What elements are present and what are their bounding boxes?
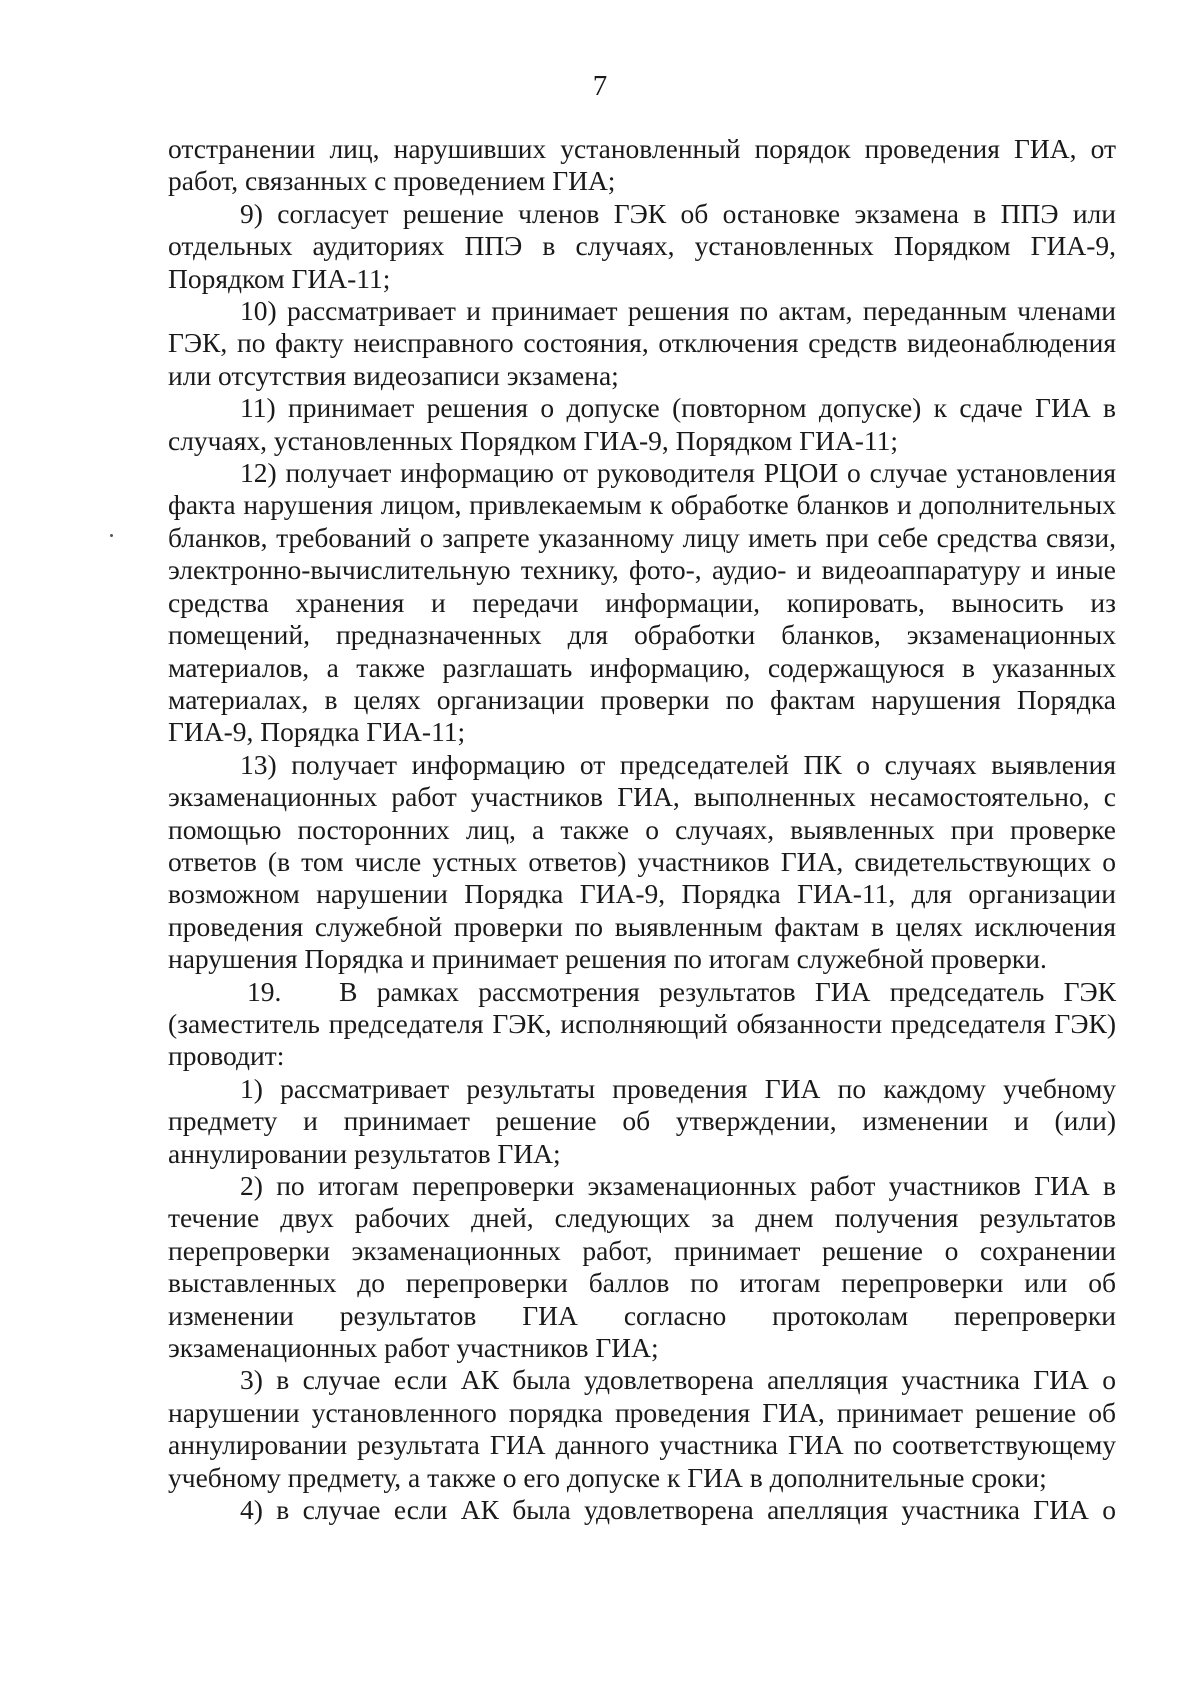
section-19: 19. В рамках рассмотрения результатов ГИА председатель ГЭК (заместитель председателя ГЭК, исполняющий обязанности председателя ГЭК) проводит:: [168, 975, 1116, 1072]
document-body: [168, 133, 1116, 1526]
paragraph-item-12: 12) получает информацию от руководителя РЦОИ о случае установления факта нарушения лицом, привлекаемым к обработке бланков и дополнительных бланков, требований о запрете указанному лицу иметь при себе средства связи, электронно-вычислительную технику, фото-, аудио- и видеоаппаратуру и иные средства хранения и передачи информации, копировать, выносить из помещений, предназначенных для обработки бланков, экзаменационных материалов, а также разглашать информацию, содержащуюся в указанных материалах, в целях организации проверки по фактам нарушения Порядка ГИА-9, Порядка ГИА-11;: [168, 457, 1116, 748]
page-number: 7: [592, 70, 608, 102]
scan-speck: [110, 534, 113, 537]
paragraph-item-9: 9) согласует решение членов ГЭК об остановке экзамена в ППЭ или отдельных аудиториях ППЭ в случаях, установленных Порядком ГИА-9, Порядком ГИА-11;: [168, 197, 1116, 294]
paragraph-19-item-4: 4) в случае если АК была удовлетворена апелляция участника ГИА о: [240, 1494, 1116, 1526]
paragraph-19-item-1: 1) рассматривает результаты проведения ГИА по каждому учебному предмету и принимает решение об утверждении, изменении и (или) аннулировании результатов ГИА;: [168, 1072, 1116, 1169]
paragraph-19-item-3: 3) в случае если АК была удовлетворена апелляция участника ГИА о нарушении установленного порядка проведения ГИА, принимает решение об аннулировании результата ГИА данного участника ГИА по соответствующему учебному предмету, а также о его допуске к ГИА в дополнительные сроки;: [168, 1364, 1116, 1493]
paragraph-continuation: отстранении лиц, нарушивших установленный порядок проведения ГИА, от работ, связанных с проведением ГИА;: [168, 133, 1116, 197]
paragraph-19-item-2: 2) по итогам перепроверки экзаменационных работ участников ГИА в течение двух рабочих дней, следующих за днем получения результатов перепроверки экзаменационных работ, принимает решение о сохранении выставленных до перепроверки баллов по итогам перепроверки или об изменении результатов ГИА согласно протоколам перепроверки экзаменационных работ участников ГИА;: [168, 1170, 1116, 1364]
paragraph-item-10: 10) рассматривает и принимает решения по актам, переданным членами ГЭК, по факту неисправного состояния, отключения средств видеонаблюдения или отсутствия видеозаписи экзамена;: [168, 295, 1116, 391]
paragraph-item-11: 11) принимает решения о допуске (повторном допуске) к сдаче ГИА в случаях, установленных Порядком ГИА-9, Порядком ГИА-11;: [168, 392, 1116, 456]
paragraph-item-13: 13) получает информацию от председателей ПК о случаях выявления экзаменационных работ участников ГИА, выполненных несамостоятельно, с помощью посторонних лиц, а также о случаях, выявленных при проверке ответов (в том числе устных ответов) участников ГИА, свидетельствующих о возможном нарушении Порядка ГИА-9, Порядка ГИА-11, для организации проведения служебной проверки по выявленным фактам в целях исключения нарушения Порядка и принимает решения по итогам служебной проверки.: [168, 748, 1116, 975]
